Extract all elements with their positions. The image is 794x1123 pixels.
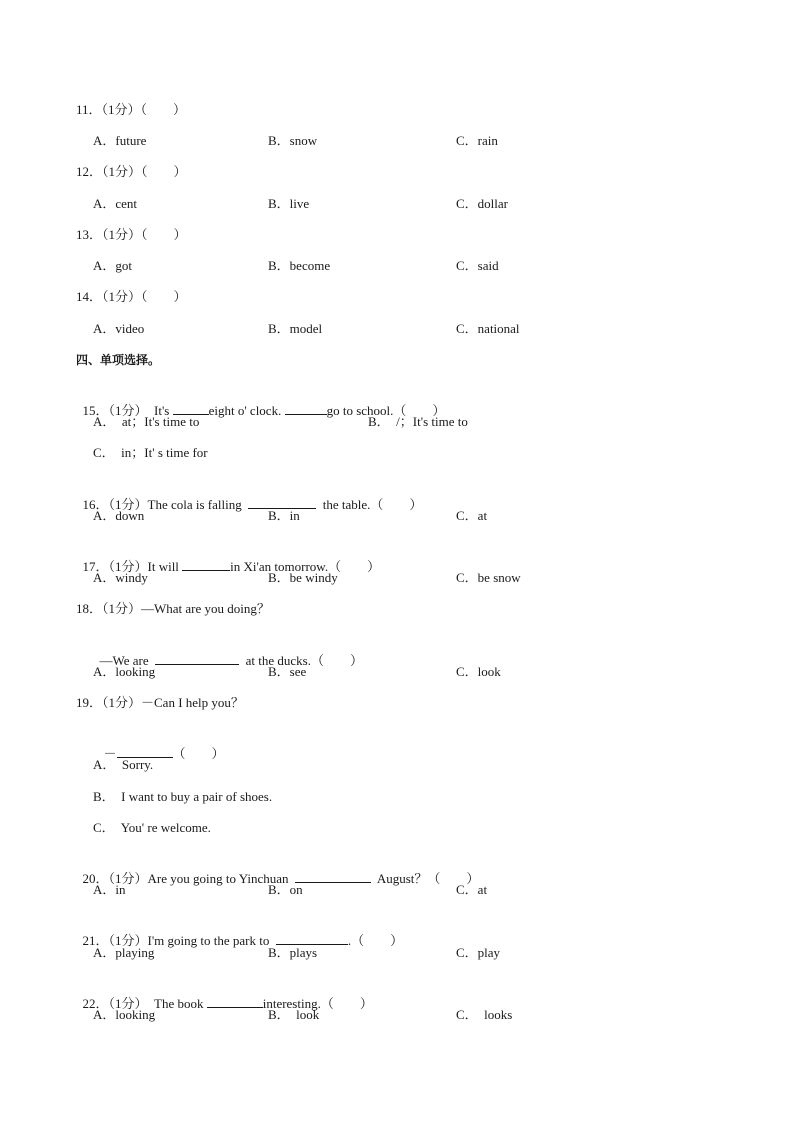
question-17-option-b[interactable]: B．be windy: [268, 570, 338, 585]
question-20-option-a[interactable]: A．in: [93, 882, 126, 897]
question-13-option-b[interactable]: B．become: [268, 258, 331, 273]
question-20-option-b[interactable]: B．on: [268, 882, 303, 897]
question-21-stem: [76, 911, 404, 948]
question-21-text-1: 21．（1分）I'm going to the park to: [82, 933, 276, 948]
question-15-text-2: eight o' clock.: [208, 403, 285, 418]
question-18-option-b[interactable]: B．see: [268, 664, 307, 679]
question-17-text-2: in Xi'an tomorrow.（ ）: [230, 559, 381, 574]
question-19-option-c[interactable]: C． You' re welcome.: [93, 820, 211, 835]
question-22-text-1: 22．（1分） The book: [82, 996, 207, 1011]
question-15-text-1: 15．（1分） It's: [82, 403, 173, 418]
question-11-option-c[interactable]: C．rain: [456, 133, 498, 148]
question-18-option-c[interactable]: C．look: [456, 664, 501, 679]
question-20-text-2: August？（ ）: [371, 871, 480, 886]
question-19-line-2: [97, 724, 225, 761]
question-19-text-1: －: [103, 746, 117, 761]
question-17-option-c[interactable]: C．be snow: [456, 570, 521, 585]
answer-blank[interactable]: [295, 869, 371, 883]
question-18-line-2: [93, 631, 363, 668]
question-14-option-c[interactable]: C．national: [456, 321, 520, 336]
question-12-option-a[interactable]: A．cent: [93, 196, 138, 211]
question-11-stem: 11．（1分）（ ）: [76, 102, 187, 117]
question-15-option-c[interactable]: C． in；It' s time for: [93, 445, 208, 460]
question-13-option-c[interactable]: C．said: [456, 258, 499, 273]
question-16-text-1: 16．（1分）The cola is falling: [82, 497, 249, 512]
question-12-option-c[interactable]: C．dollar: [456, 196, 508, 211]
question-21-option-a[interactable]: A．playing: [93, 945, 155, 960]
question-16-option-a[interactable]: A．down: [93, 508, 145, 523]
question-12-stem: 12．（1分）（ ）: [76, 164, 187, 179]
question-16-text-2: the table.（ ）: [316, 497, 423, 512]
question-14-option-a[interactable]: A．video: [93, 321, 145, 336]
question-17-text-1: 17．（1分）It will: [82, 559, 183, 574]
question-14-option-b[interactable]: B．model: [268, 321, 323, 336]
question-11-option-b[interactable]: B．snow: [268, 133, 318, 148]
question-13-stem: 13．（1分）（ ）: [76, 227, 187, 242]
question-21-text-2: .（ ）: [347, 933, 404, 948]
question-16-option-b[interactable]: B．in: [268, 508, 300, 523]
answer-blank[interactable]: [285, 401, 327, 415]
answer-blank[interactable]: [182, 557, 230, 571]
question-19-text-2: （ ）: [172, 746, 225, 761]
question-17-option-a[interactable]: A．windy: [93, 570, 148, 585]
question-20-stem: [76, 849, 480, 886]
question-12-option-b[interactable]: B．live: [268, 196, 310, 211]
question-15-option-b[interactable]: B． /；It's time to: [368, 414, 468, 429]
question-15-text-3: go to school.（ ）: [326, 403, 446, 418]
question-18-stem: 18．（1分）—What are you doing？: [76, 601, 270, 616]
question-22-option-a[interactable]: A．looking: [93, 1007, 156, 1022]
question-22-text-2: interesting.（ ）: [262, 996, 373, 1011]
question-22-stem: [76, 974, 373, 1011]
question-17-stem: [76, 537, 381, 574]
answer-blank[interactable]: [155, 651, 239, 665]
question-13-option-a[interactable]: A．got: [93, 258, 133, 273]
question-21-option-c[interactable]: C．play: [456, 945, 501, 960]
question-11-option-a[interactable]: A．future: [93, 133, 147, 148]
question-18-text-2: at the ducks.（ ）: [239, 653, 363, 668]
question-16-stem: [76, 475, 423, 512]
question-18-option-a[interactable]: A．looking: [93, 664, 156, 679]
question-20-option-c[interactable]: C．at: [456, 882, 488, 897]
question-18-text-1: —We are: [99, 653, 156, 668]
question-15-option-a[interactable]: A． at；It's time to: [93, 414, 200, 429]
question-15-stem: [76, 381, 446, 418]
question-21-option-b[interactable]: B．plays: [268, 945, 318, 960]
question-20-text-1: 20．（1分）Are you going to Yinchuan: [82, 871, 296, 886]
question-19-option-b[interactable]: B． I want to buy a pair of shoes.: [93, 789, 273, 804]
question-19-option-a[interactable]: A． Sorry.: [93, 757, 154, 772]
question-19-stem: 19．（1分）－Can I help you？: [76, 695, 244, 710]
question-22-option-b[interactable]: B． look: [268, 1007, 320, 1022]
answer-blank[interactable]: [207, 994, 263, 1008]
question-22-option-c[interactable]: C． looks: [456, 1007, 513, 1022]
question-14-stem: 14．（1分）（ ）: [76, 289, 187, 304]
section-heading: 四、单项选择。: [76, 353, 161, 367]
question-16-option-c[interactable]: C．at: [456, 508, 488, 523]
